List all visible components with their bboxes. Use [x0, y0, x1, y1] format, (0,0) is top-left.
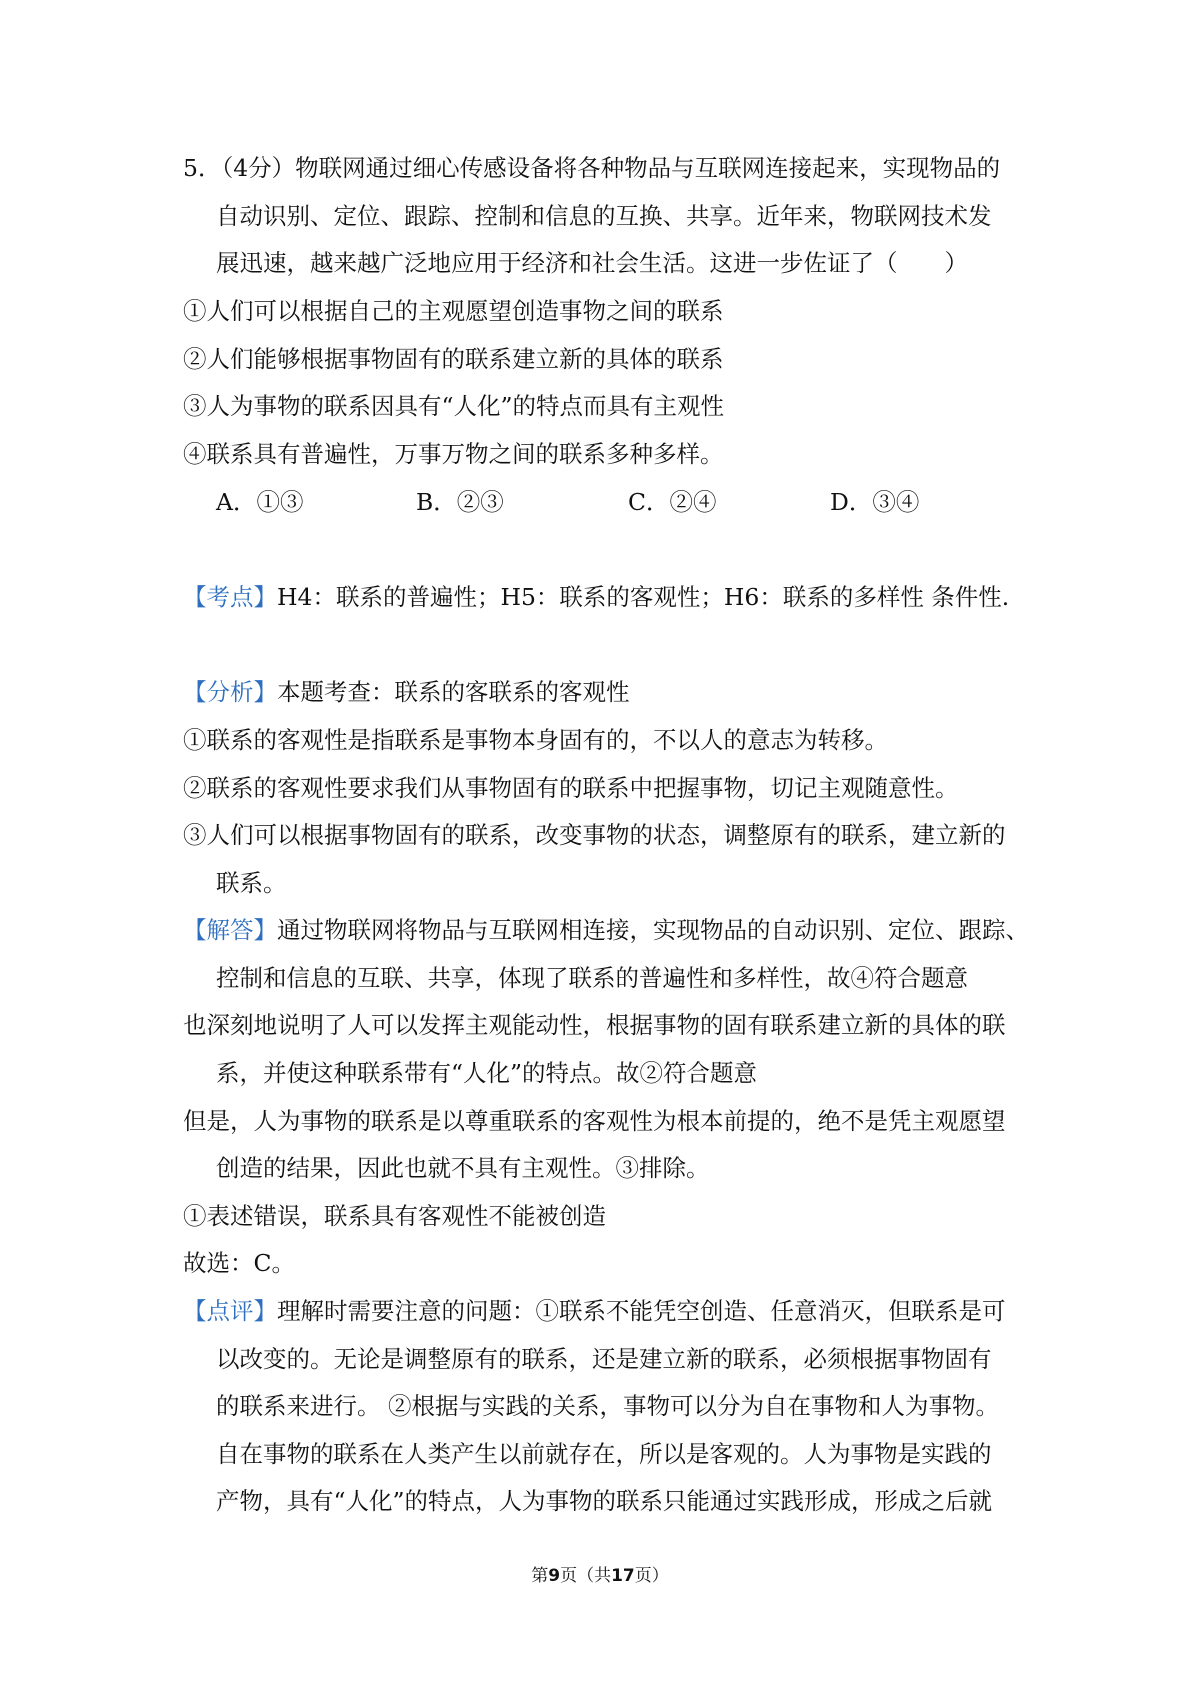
jieda-line: 创造的结果，因此也就不具有主观性。③排除。 — [216, 1154, 710, 1182]
jieda-line: 也深刻地说明了人可以发挥主观能动性，根据事物的固有联系建立新的具体的联 — [183, 1011, 1006, 1039]
question-stem-line: 自动识别、定位、跟踪、控制和信息的互换、共享。近年来，物联网技术发 — [216, 202, 992, 230]
kaodian-text: H4：联系的普遍性；H5：联系的客观性；H6：联系的多样性 条件性. — [277, 583, 1010, 611]
fenxi-intro: 本题考查：联系的客联系的客观性 — [277, 678, 630, 706]
dianping-line: 自在事物的联系在人类产生以前就存在，所以是客观的。人为事物是实践的 — [216, 1440, 992, 1468]
fenxi-point-cont: 联系。 — [216, 869, 287, 897]
fenxi-section — [183, 675, 630, 709]
dianping-tag: 【点评】 — [183, 1297, 277, 1325]
fenxi-point: ①联系的客观性是指联系是事物本身固有的，不以人的意志为转移。 — [183, 726, 888, 754]
choice-d: D．③④ — [830, 488, 920, 516]
jieda-conclusion: 故选：C。 — [183, 1249, 295, 1277]
question-number: 5． — [183, 154, 222, 182]
dianping-line: 以改变的。无论是调整原有的联系，还是建立新的联系，必须根据事物固有 — [216, 1345, 992, 1373]
question-first-line — [183, 151, 1000, 185]
dianping-section — [183, 1294, 1006, 1328]
footer-prefix: 第 — [531, 1566, 549, 1586]
statement: ③人为事物的联系因具有“人化”的特点而具有主观性 — [183, 392, 725, 420]
question-score: （4分） — [221, 154, 296, 182]
jieda-section — [183, 913, 1029, 947]
jieda-line: ①表述错误，联系具有客观性不能被创造 — [183, 1202, 606, 1230]
question-stem-line: 物联网通过细心传感设备将各种物品与互联网连接起来，实现物品的 — [295, 154, 1001, 182]
jieda-line: 通过物联网将物品与互联网相连接，实现物品的自动识别、定位、跟踪、 — [277, 916, 1029, 944]
current-page-number: 9 — [548, 1566, 561, 1586]
choice-c: C．②④ — [628, 488, 717, 516]
jieda-line: 系，并使这种联系带有“人化”的特点。故②符合题意 — [216, 1059, 758, 1087]
footer-middle: 页（共 — [560, 1566, 612, 1586]
dianping-line: 理解时需要注意的问题：①联系不能凭空创造、任意消灭，但联系是可 — [277, 1297, 1006, 1325]
kaodian-section — [183, 580, 1009, 614]
jieda-tag: 【解答】 — [183, 916, 277, 944]
choice-a: A．①③ — [216, 488, 304, 516]
fenxi-point: ②联系的客观性要求我们从事物固有的联系中把握事物，切记主观随意性。 — [183, 774, 959, 802]
fenxi-tag: 【分析】 — [183, 678, 277, 706]
statement: ④联系具有普遍性，万事万物之间的联系多种多样。 — [183, 440, 724, 468]
fenxi-point: ③人们可以根据事物固有的联系，改变事物的状态，调整原有的联系，建立新的 — [183, 821, 1006, 849]
statement: ①人们可以根据自己的主观愿望创造事物之间的联系 — [183, 297, 724, 325]
answer-choices — [216, 485, 976, 519]
statement: ②人们能够根据事物固有的联系建立新的具体的联系 — [183, 345, 724, 373]
question-stem-line: 展迅速，越来越广泛地应用于经济和社会生活。这进一步佐证了（ ） — [216, 249, 968, 277]
jieda-line: 控制和信息的互联、共享，体现了联系的普遍性和多样性，故④符合题意 — [216, 964, 968, 992]
jieda-line: 但是，人为事物的联系是以尊重联系的客观性为根本前提的，绝不是凭主观愿望 — [183, 1107, 1006, 1135]
page-footer — [0, 1564, 1200, 1588]
dianping-line: 的联系来进行。 ②根据与实践的关系，事物可以分为自在事物和人为事物。 — [216, 1392, 999, 1420]
footer-suffix: 页） — [634, 1566, 669, 1586]
total-page-count: 17 — [611, 1566, 635, 1586]
dianping-line: 产物，具有“人化”的特点，人为事物的联系只能通过实践形成，形成之后就 — [216, 1487, 993, 1515]
kaodian-tag: 【考点】 — [183, 583, 277, 611]
choice-b: B．②③ — [416, 488, 504, 516]
